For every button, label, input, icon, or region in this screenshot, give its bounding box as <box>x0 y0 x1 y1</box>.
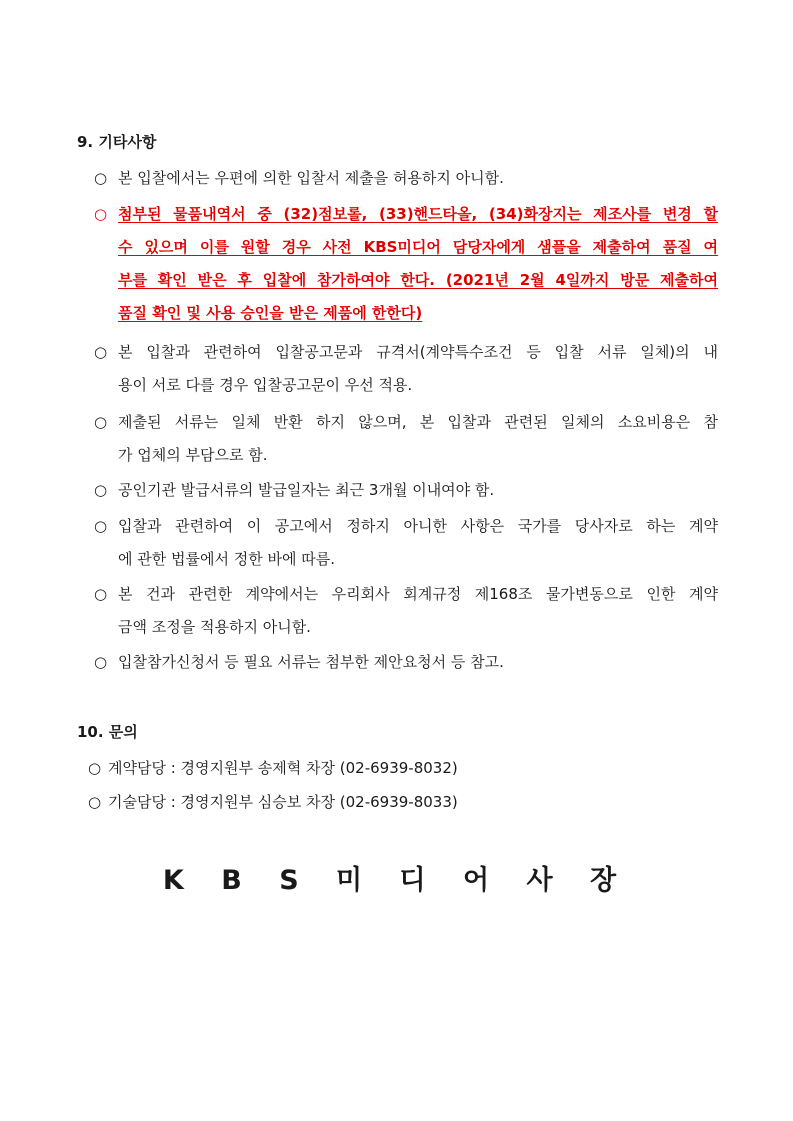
bullet-icon: ○ <box>94 517 108 535</box>
list-item-highlighted <box>94 198 718 330</box>
item-line: 입찰참가신청서 등 필요 서류는 첨부한 제안요청서 등 참고. <box>118 653 504 671</box>
bullet-icon: ○ <box>94 413 108 431</box>
list-item <box>94 406 718 472</box>
item-line: 본 입찰과 관련하여 입찰공고문과 규격서(계약특수조건 등 입찰 서류 일체)의 내 <box>118 343 718 361</box>
company-signature: K B S 미 디 어 사 장 <box>162 865 631 896</box>
bullet-icon: ○ <box>94 205 108 223</box>
list-item <box>94 510 718 576</box>
section-9-heading: 9. 기타사항 <box>77 133 157 151</box>
bullet-icon: ○ <box>88 759 102 777</box>
item-line: 본 건과 관련한 계약에서는 우리회사 회계규정 제168조 물가변동으로 인한 계약 <box>118 585 718 603</box>
item-line: 품질 확인 및 사용 승인을 받은 제품에 한한다) <box>118 304 423 322</box>
list-item <box>94 646 718 679</box>
item-line: 공인기관 발급서류의 발급일자는 최근 3개월 이내여야 함. <box>118 481 495 499</box>
bullet-icon: ○ <box>94 585 108 603</box>
section-10-heading: 10. 문의 <box>77 723 138 741</box>
contact-item <box>88 758 458 778</box>
list-item <box>94 474 718 507</box>
item-line: 제출된 서류는 일체 반환 하지 않으며, 본 입찰과 관련된 일체의 소요비용은 참 <box>118 413 718 431</box>
item-line: 에 관한 법률에서 정한 바에 따름. <box>118 550 335 568</box>
bullet-icon: ○ <box>94 343 108 361</box>
item-line: 용이 서로 다를 경우 입찰공고문이 우선 적용. <box>118 376 413 394</box>
item-line: 본 입찰에서는 우편에 의한 입찰서 제출을 허용하지 아니함. <box>118 169 504 187</box>
list-item <box>94 578 718 644</box>
item-line: 수 있으며 이를 원할 경우 사전 KBS미디어 담당자에게 샘플을 제출하여 품질 여 <box>118 238 718 256</box>
contact-text: 기술담당 : 경영지원부 심승보 차장 (02-6939-8033) <box>108 793 458 811</box>
bullet-icon: ○ <box>94 169 108 187</box>
contact-text: 계약담당 : 경영지원부 송제혁 차장 (02-6939-8032) <box>108 759 458 777</box>
bullet-icon: ○ <box>88 793 102 811</box>
bullet-icon: ○ <box>94 481 108 499</box>
list-item <box>94 336 718 402</box>
contact-item <box>88 792 458 812</box>
item-line: 금액 조정을 적용하지 아니함. <box>118 618 311 636</box>
item-line: 부를 확인 받은 후 입찰에 참가하여야 한다. (2021년 2월 4일까지 방문 제출하여 <box>118 271 718 289</box>
list-item <box>94 162 718 195</box>
item-line: 입찰과 관련하여 이 공고에서 정하지 아니한 사항은 국가를 당사자로 하는 계약 <box>118 517 718 535</box>
item-line: 첨부된 물품내역서 중 (32)점보롤, (33)핸드타올, (34)화장지는 제조사를 변경 할 <box>118 205 718 223</box>
item-line: 가 업체의 부담으로 함. <box>118 446 268 464</box>
bullet-icon: ○ <box>94 653 108 671</box>
